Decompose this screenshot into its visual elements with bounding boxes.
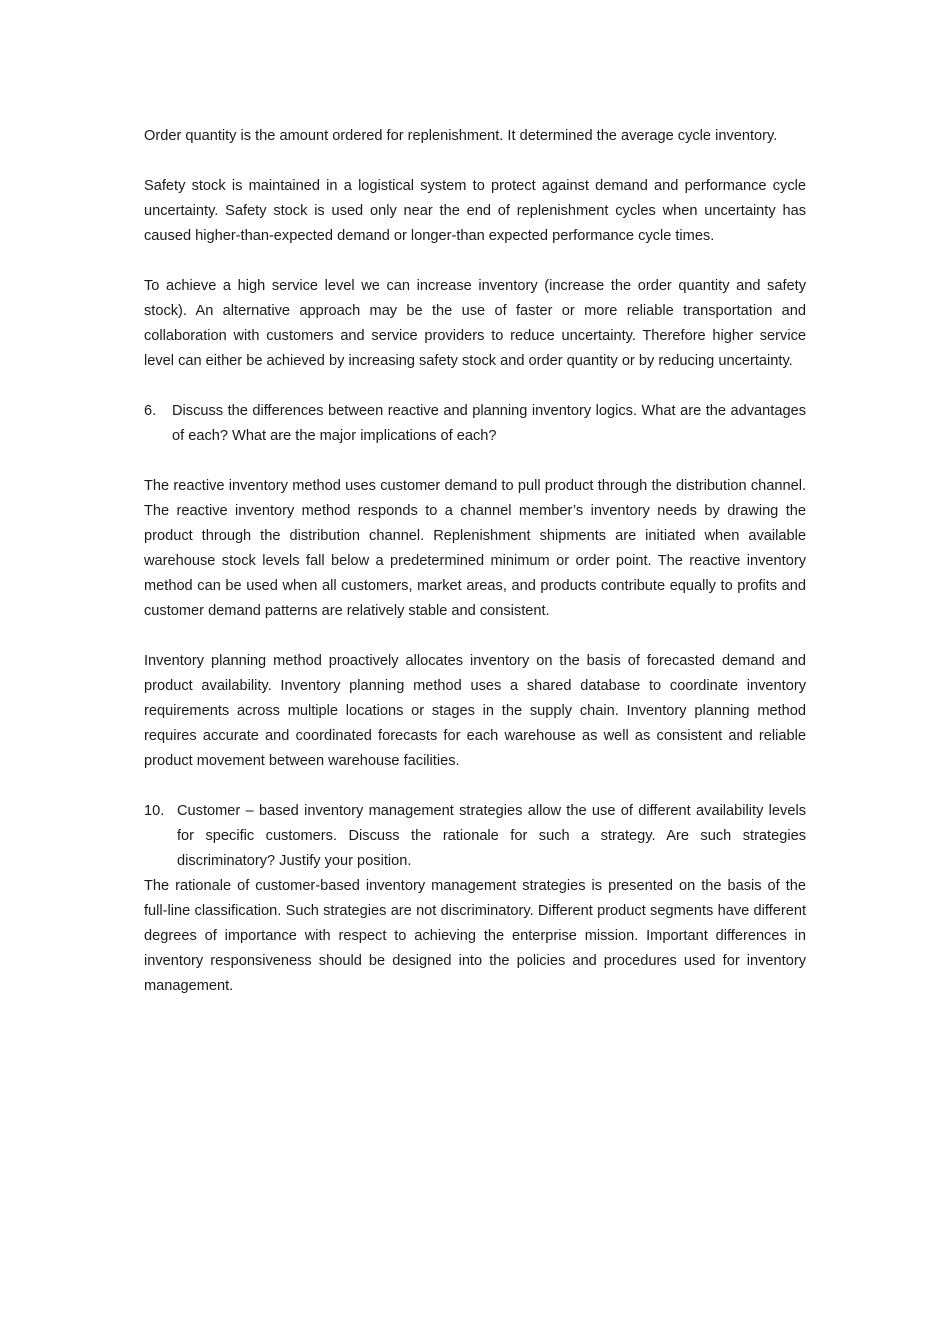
paragraph-safety-stock: Safety stock is maintained in a logistical system to protect against demand and performance cycle uncertainty. Safety stock is used only near the end of replenishment cycles when uncertainty has caused higher-than-expected demand or longer-than expected performance cycle times. <box>144 178 806 244</box>
question-10-text: Customer – based inventory management strategies allow the use of different availability levels for specific customers. Discuss the rationale for such a strategy. Are such strategies discriminatory? Justify your position. <box>177 803 806 869</box>
question-6 <box>144 399 806 449</box>
paragraph-customer-based-rationale: The rationale of customer-based inventory management strategies is presented on the basis of the full-line classification. Such strategies are not discriminatory. Different product segments have different degrees of importance with respect to achieving the enterprise mission. Important differences in inventory responsiveness should be designed into the policies and procedures used for inventory management. <box>144 878 806 994</box>
paragraph-reactive-method: The reactive inventory method uses customer demand to pull product through the distribution channel. The reactive inventory method responds to a channel member’s inventory needs by drawing the product through the distribution channel. Replenishment shipments are initiated when available warehouse stock levels fall below a predetermined minimum or order point. The reactive inventory method can be used when all customers, market areas, and products contribute equally to profits and customer demand patterns are relatively stable and consistent. <box>144 478 806 619</box>
document-body <box>144 124 806 999</box>
question-6-number: 6. <box>144 403 157 419</box>
paragraph-planning-method: Inventory planning method proactively allocates inventory on the basis of forecasted demand and product availability. Inventory planning method uses a shared database to coordinate inventory requirements across multiple locations or stages in the supply chain. Inventory planning method requires accurate and coordinated forecasts for each warehouse as well as consistent and reliable product movement between warehouse facilities. <box>144 653 806 769</box>
paragraph-order-quantity: Order quantity is the amount ordered for replenishment. It determined the average cycle inventory. <box>144 128 778 144</box>
question-10-number: 10. <box>144 803 165 819</box>
paragraph-service-level: To achieve a high service level we can increase inventory (increase the order quantity and safety stock). An alternative approach may be the use of faster or more reliable transportation and collaboration with customers and service providers to reduce uncertainty. Therefore higher service level can either be achieved by increasing safety stock and order quantity or by reducing uncertainty. <box>144 278 806 369</box>
question-6-text: Discuss the differences between reactive and planning inventory logics. What are the advantages of each? What are the major implications of each? <box>172 403 806 444</box>
question-10 <box>144 799 806 874</box>
